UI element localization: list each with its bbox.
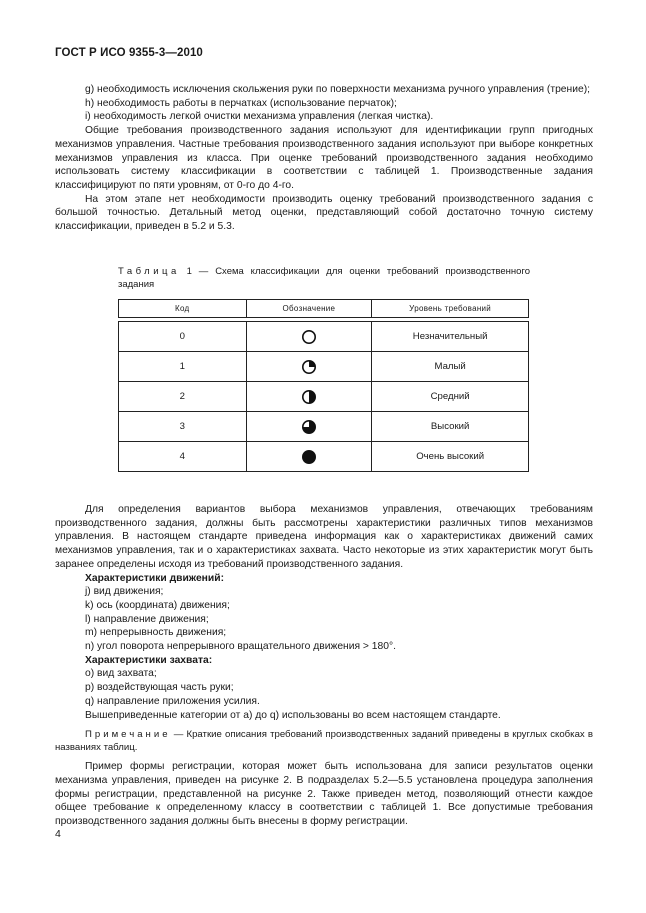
row-symbol bbox=[246, 322, 372, 352]
row-symbol bbox=[246, 412, 372, 442]
table-row bbox=[119, 382, 529, 412]
list-item-h: h) необходимость работы в перчатках (использование перчаток); bbox=[85, 97, 397, 109]
list-item-n: n) угол поворота непрерывного вращательного движения > 180°. bbox=[85, 641, 396, 653]
table-body bbox=[119, 322, 529, 472]
list-item-o: o) вид захвата; bbox=[85, 668, 157, 680]
list-item-q: q) направление приложения усилия. bbox=[85, 695, 260, 707]
note bbox=[55, 728, 593, 754]
empty-circle-icon bbox=[301, 329, 317, 345]
note-text: — Краткие описания требований производственных заданий приведены в круглых скобках в названиях таблиц. bbox=[55, 729, 593, 754]
list-item-g: g) необходимость исключения скольжения руки по поверхности механизма ручного управления (трение); bbox=[85, 84, 590, 95]
list-item-m: m) непрерывность движения; bbox=[85, 627, 227, 639]
row-code: 3 bbox=[119, 412, 247, 442]
quarter-filled-circle-icon bbox=[301, 359, 317, 375]
row-symbol bbox=[246, 382, 372, 412]
classification-table bbox=[118, 299, 529, 472]
text-block-bottom bbox=[55, 503, 593, 829]
paragraph-categories: Вышеприведенные категории от а) до q) использованы во всем настоящем стандарте. bbox=[85, 709, 501, 721]
heading-movement: Характеристики движений: bbox=[85, 572, 224, 584]
paragraph-registration-form: Пример формы регистрации, которая может быть использована для записи результатов оценки механизма управления, приведен на рисунке 2. В подразделах 5.2—5.5 установлена процедура заполнения формы регистрации, представленной на рисунке 2. Также приведен метод, позволяющий отнести каждое общее требование к определенному классу в соответствии с таблицей 1. Все допустимые требования производственного задания должны быть внесены в форму регистрации. bbox=[55, 761, 593, 828]
table-header-row bbox=[119, 300, 529, 318]
full-circle-icon bbox=[301, 449, 317, 465]
table-caption-text: 1 — Схема классификации для оценки требований производственного задания bbox=[118, 266, 530, 290]
table-caption bbox=[118, 266, 530, 291]
row-code: 2 bbox=[119, 382, 247, 412]
list-item-l: l) направление движения; bbox=[85, 613, 209, 625]
row-level: Средний bbox=[372, 382, 529, 412]
row-code: 4 bbox=[119, 442, 247, 472]
paragraph-evaluation-stage: На этом этапе нет необходимости производить оценку требований производственного задания с большой точностью. Детальный метод оценки, представляющий собой достаточно точную систему классификации, приведен в 5.2 и 5.3. bbox=[55, 193, 593, 233]
row-level: Высокий bbox=[372, 412, 529, 442]
paragraph-general-requirements: Общие требования производственного задания используют для идентификации групп пригодных механизмов управления. Частные требования производственного задания используют при выборе конкретных механизмов управления из класса. При оценке требований производственного задания необходимо использовать систему классификации в соответствии с таблицей 1. Производственные задания классифицируют по пяти уровням, от 0-го до 4-го. bbox=[55, 125, 593, 191]
three-quarter-filled-circle-icon bbox=[301, 419, 317, 435]
page-number: 4 bbox=[55, 828, 61, 840]
list-item-i: i) необходимость легкой очистки механизма управления (легкая чистка). bbox=[85, 111, 434, 123]
row-symbol bbox=[246, 352, 372, 382]
row-level: Очень высокий bbox=[372, 442, 529, 472]
header-code: Код bbox=[119, 300, 247, 318]
header-level: Уровень требований bbox=[372, 300, 529, 318]
table-row bbox=[119, 352, 529, 382]
table-row bbox=[119, 322, 529, 352]
document-header: ГОСТ Р ИСО 9355-3—2010 bbox=[55, 47, 203, 59]
half-filled-circle-icon bbox=[301, 389, 317, 405]
paragraph-characteristics: Для определения вариантов выбора механизмов управления, отвечающих требованиям производственного задания, должны быть рассмотрены характеристики различных типов механизмов управления. В настоящем стандарте приведена информация как о характеристиках движений самих механизмов управления, так и о характеристиках захвата. Часто некоторые из этих характеристик могут быть заранее определены исходя из требований производственного задания. bbox=[55, 504, 593, 570]
row-level: Незначительный bbox=[372, 322, 529, 352]
row-code: 1 bbox=[119, 352, 247, 382]
text-block-top bbox=[55, 83, 593, 234]
row-code: 0 bbox=[119, 322, 247, 352]
heading-grip: Характеристики захвата: bbox=[85, 654, 213, 666]
list-item-p: p) воздействующая часть руки; bbox=[85, 682, 234, 694]
list-item-k: k) ось (координата) движения; bbox=[85, 599, 230, 611]
table-caption-label: Таблица bbox=[118, 266, 180, 277]
note-label: Примечание bbox=[85, 729, 171, 741]
list-item-j: j) вид движения; bbox=[85, 586, 164, 598]
header-symbol: Обозначение bbox=[246, 300, 372, 318]
table-row bbox=[119, 412, 529, 442]
row-level: Малый bbox=[372, 352, 529, 382]
table-row bbox=[119, 442, 529, 472]
row-symbol bbox=[246, 442, 372, 472]
